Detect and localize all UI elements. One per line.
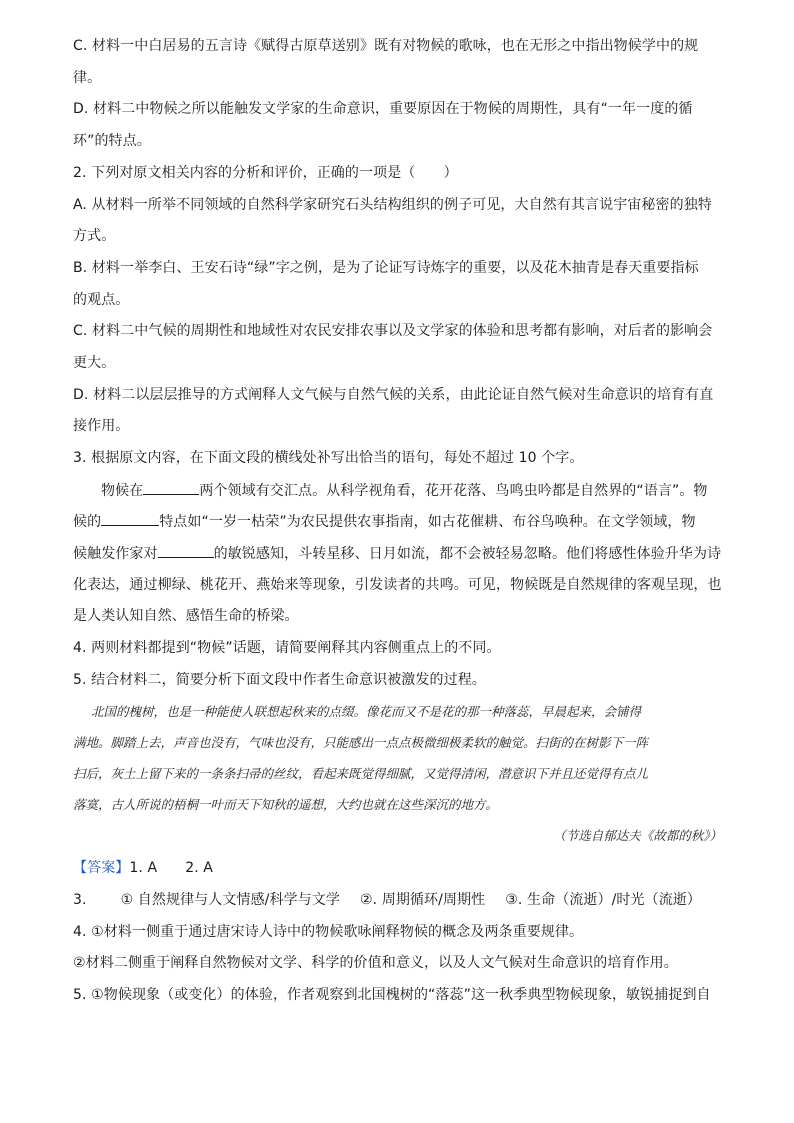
excerpt-line2: 满地。脚踏上去，声音也没有，气味也没有，只能感出一点点极微细极柔软的触觉。扫街的在树影下一阵 xyxy=(73,735,649,750)
q3-passage-line4: 化表达，通过柳绿、桃花开、燕始来等现象，引发读者的共鸣。可见，物候既是自然规律的客观呈现，也 xyxy=(73,577,722,593)
q3-passage-line1 xyxy=(101,480,751,501)
q2-option-b-line2: 的观点。 xyxy=(73,292,130,308)
question-3-stem: 3. 根据原文内容，在下面文段的横线处补写出恰当的语句，每处不超过 10 个字。 xyxy=(73,450,584,466)
excerpt-line3: 扫后，灰土上留下来的一条条扫帚的丝纹，看起来既觉得细腻，又觉得清闲，潜意识下并且还觉得有点儿 xyxy=(73,766,649,781)
q2-option-d-line1: D. 材料二以层层推导的方式阐释人文气候与自然气候的关系，由此论证自然气候对生命意识的培育有直 xyxy=(73,387,714,403)
answer-tag: 【答案】 xyxy=(73,860,130,876)
excerpt-source: （节选自郁达夫《故都的秋》） xyxy=(553,828,722,843)
answer-4-line2: ②材料二侧重于阐释自然物候对文学、科学的价值和意义，以及人文气候对生命意识的培育作用。 xyxy=(73,955,678,971)
answer-2: 2. A xyxy=(185,860,213,876)
q3-passage-line3 xyxy=(73,543,723,564)
answer-3-part3: ③. 生命（流逝）/时光（流逝） xyxy=(505,892,702,908)
answer-5-line1: 5. ①物候现象（或变化）的体验，作者观察到北国槐树的“落蕊”这一秋季典型物候现象，敏锐捕捉到自 xyxy=(73,987,711,1003)
answer-3-number: 3. xyxy=(73,892,87,908)
q2-option-b-line1: B. 材料一举李白、王安石诗“绿”字之例，是为了论证写诗炼字的重要，以及花木抽青是春天重要指标 xyxy=(73,260,699,276)
q3-passage-line2 xyxy=(73,511,723,532)
option-c-line1: C. 材料一中白居易的五言诗《赋得古原草送别》既有对物候的歌咏，也在无形之中指出物候学中的规 xyxy=(73,38,699,54)
q2-option-a-line2: 方式。 xyxy=(73,228,116,244)
answer-4-line1: 4. ①材料一侧重于通过唐宋诗人诗中的物候歌咏阐释物候的概念及两条重要规律。 xyxy=(73,924,584,940)
fill-blank-2[interactable] xyxy=(101,511,159,526)
question-4-stem: 4. 两则材料都提到“物候”话题，请简要阐释其内容侧重点上的不同。 xyxy=(73,640,501,656)
q3-text: 的敏锐感知，斗转星移、日月如流，都不会被轻易忽略。他们将感性体验升华为诗 xyxy=(213,546,722,562)
question-2-stem: 2. 下列对原文相关内容的分析和评价，正确的一项是（ ） xyxy=(73,165,458,181)
answer-line-3 xyxy=(73,890,723,910)
option-c-line2: 律。 xyxy=(73,70,102,86)
question-5-stem: 5. 结合材料二，简要分析下面文段中作者生命意识被激发的过程。 xyxy=(73,672,486,688)
option-d-line1: D. 材料二中物候之所以能触发文学家的生命意识，重要原因在于物候的周期性，具有“一年一度的循 xyxy=(73,101,693,117)
q3-text: 物候在 xyxy=(101,483,144,499)
q3-passage-line5: 是人类认知自然、感悟生命的桥梁。 xyxy=(73,608,299,624)
answer-3-part1: ① 自然规律与人文情感/科学与文学 xyxy=(120,892,340,908)
answer-1: 1. A xyxy=(129,860,158,876)
fill-blank-3[interactable] xyxy=(158,543,214,558)
fill-blank-1[interactable] xyxy=(143,480,199,495)
q3-text: 候的 xyxy=(73,514,102,530)
q3-text: 特点如“一岁一枯荣”为农民提供农事指南，如古花催耕、布谷鸟唤种。在文学领域，物 xyxy=(159,514,696,530)
q2-option-a-line1: A. 从材料一所举不同领域的自然科学家研究石头结构组织的例子可见，大自然有其言说宇宙秘密的独特 xyxy=(73,197,712,213)
answer-3-part2: ②. 周期循环/周期性 xyxy=(359,892,486,908)
q3-text: 候触发作家对 xyxy=(73,546,158,562)
q2-option-c-line1: C. 材料二中气候的周期性和地域性对农民安排农事以及文学家的体验和思考都有影响，对后者的影响会 xyxy=(73,323,713,339)
q3-text: 两个领域有交汇点。从科学视角看，花开花落、鸟鸣虫吟都是自然界的“语言”。物 xyxy=(199,483,708,499)
q2-option-d-line2: 接作用。 xyxy=(73,418,130,434)
excerpt-line4: 落寞，古人所说的梧桐一叶而天下知秋的遥想，大约也就在这些深沉的地方。 xyxy=(73,797,499,812)
q2-option-c-line2: 更大。 xyxy=(73,355,116,371)
option-d-line2: 环”的特点。 xyxy=(73,133,151,149)
answer-line-1 xyxy=(73,858,723,878)
excerpt-line1: 北国的槐树，也是一种能使人联想起秋来的点缀。像花而又不是花的那一种落蕊，早晨起来，会铺得 xyxy=(91,704,642,719)
